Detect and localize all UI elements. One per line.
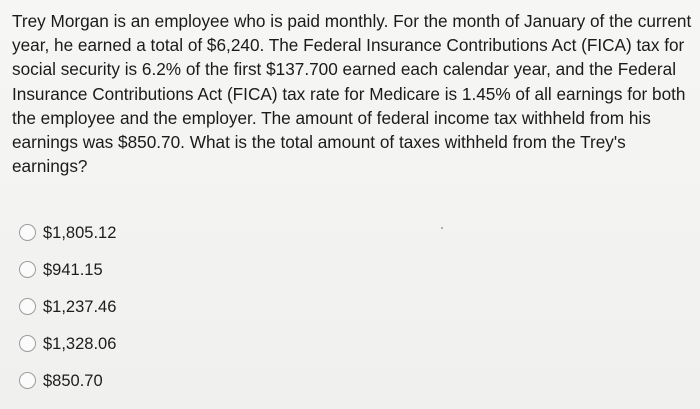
stray-dot-mark [441,227,443,229]
answer-options [19,214,116,399]
radio-button-icon[interactable] [19,372,36,389]
answer-option-3[interactable] [19,288,116,325]
answer-option-5[interactable] [19,362,116,399]
radio-button-icon[interactable] [19,224,36,241]
answer-option-1[interactable] [19,214,116,251]
question-text: Trey Morgan is an employee who is paid monthly. For the month of January of the current year, he earned a total of $6,240. The Federal Insurance Contributions Act (FICA) tax for social security is 6.2% of the first $137.700 earned each calendar year, and the Federal Insurance Contributions Act (FICA) tax rate for Medicare is 1.45% of all earnings for both the employee and the employer. The amount of federal income tax withheld from his earnings was $850.70. What is the total amount of taxes withheld from the Trey's earnings? [12,11,692,177]
answer-option-label: $1,805.12 [43,223,117,242]
answer-option-label: $941.15 [43,260,103,279]
radio-button-icon[interactable] [19,261,36,278]
answer-option-label: $1,237.46 [43,297,117,316]
radio-button-icon[interactable] [19,335,36,352]
radio-button-icon[interactable] [19,298,36,315]
answer-option-4[interactable] [19,325,116,362]
answer-option-2[interactable] [19,251,116,288]
answer-option-label: $1,328.06 [43,334,117,353]
answer-option-label: $850.70 [43,371,103,390]
